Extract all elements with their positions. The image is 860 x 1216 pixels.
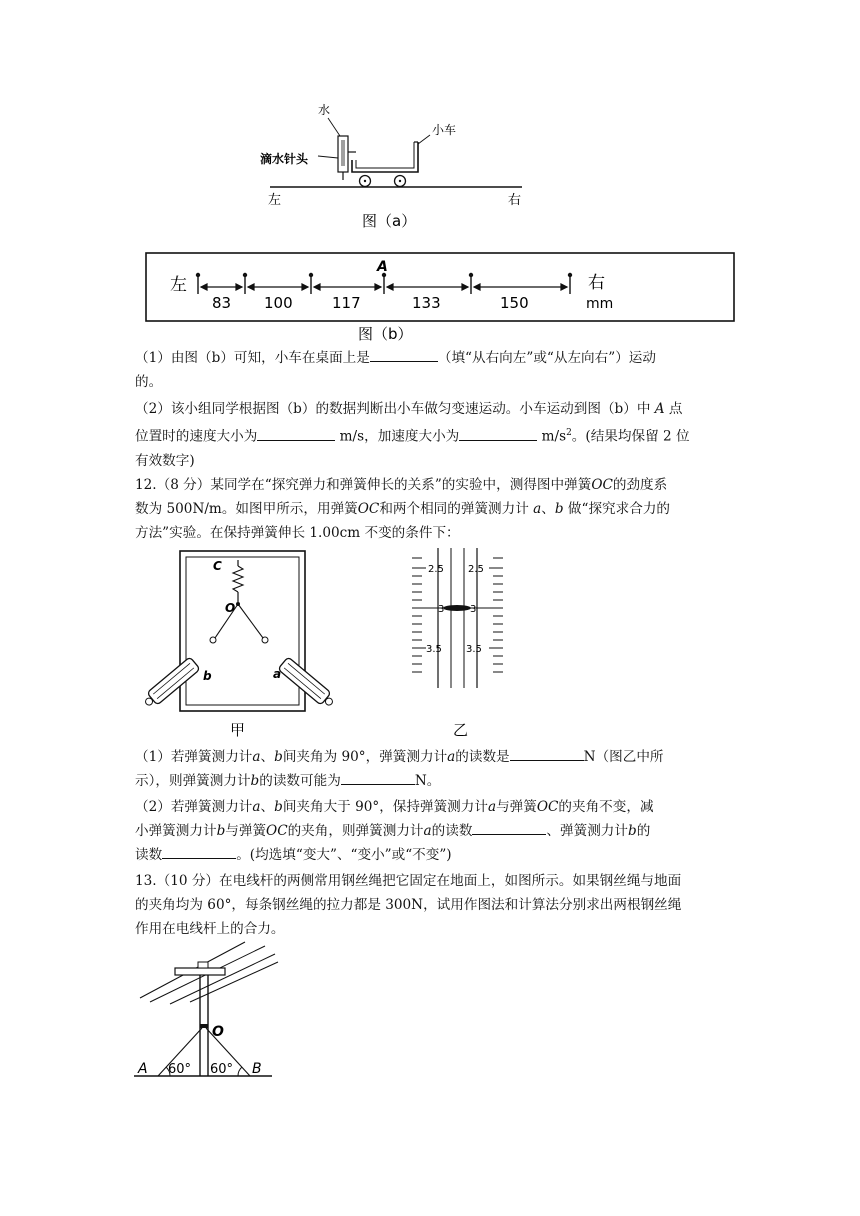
answer-blank[interactable]	[459, 425, 537, 441]
answer-blank[interactable]	[162, 843, 236, 859]
answer-blank[interactable]	[370, 346, 438, 362]
scale-label: 3	[438, 604, 445, 615]
scale-label: 3	[470, 604, 477, 615]
scale-label: 2.5	[468, 564, 484, 575]
label-left-b: 左	[170, 275, 187, 295]
fig-label-O: O	[212, 1024, 224, 1040]
q11-part2: （2）该小组同学根据图（b）的数据判断出小车做匀变速运动。小车运动到图（b）中 A 点 位置时的速度大小为 m/s，加速度大小为 $m/s^2$。(结果均保留 2 位 有效数字)	[135, 401, 690, 469]
scale-label: 2.5	[428, 564, 444, 575]
label-left-a: 左	[268, 193, 282, 208]
figure-a	[260, 100, 540, 235]
fig-label-A: A	[138, 1061, 148, 1077]
answer-blank[interactable]	[510, 745, 584, 761]
fig-label-O: O	[225, 601, 236, 615]
segment-length: 100	[264, 294, 293, 312]
segment-length: 83	[212, 294, 232, 312]
label-right-a: 右	[508, 193, 522, 208]
label-water: 水	[318, 103, 331, 117]
label-needle: 滴水针头	[260, 152, 309, 166]
segment-length: 133	[412, 294, 441, 312]
label-unit: mm	[586, 296, 614, 312]
answer-blank[interactable]	[257, 425, 335, 441]
label-A: A	[377, 259, 388, 275]
q12-part1: （1）若弹簧测力计a、b间夹角为 90°，弹簧测力计a的读数是 N（图乙中所 示），则弹簧测力计b的读数可能为 N。	[135, 745, 735, 793]
segment-length: 150	[500, 294, 529, 312]
q12-part2: （2）若弹簧测力计a、b间夹角大于 90°，保持弹簧测力计a与弹簧OC的夹角不变，减 小弹簧测力计b与弹簧OC的夹角，则弹簧测力计a的读数 、弹簧测力计b的 读数 。(均选填“变大”、“变小”或“不变”)	[135, 799, 654, 863]
figure-pole	[130, 940, 280, 1085]
label-right-b: 右	[588, 273, 605, 293]
figure-b	[140, 250, 740, 346]
segment-length: 117	[332, 294, 361, 312]
angle-label: 60°	[210, 1062, 234, 1077]
answer-blank[interactable]	[341, 769, 415, 785]
caption-yi: 乙	[453, 721, 469, 739]
fig-label-a: a	[273, 667, 282, 681]
fig-label-b: b	[203, 669, 212, 683]
fig-label-B: B	[252, 1061, 262, 1077]
figure-jia	[135, 548, 365, 743]
caption-jia: 甲	[230, 721, 246, 739]
label-car: 小车	[432, 123, 457, 137]
q12-heading: 12.（8 分）某同学在“探究弹力和弹簧伸长的关系”的实验中，测得图中弹簧OC的劲度系 数为 500N/m。如图甲所示，用弹簧OC和两个相同的弹簧测力计 a、b 做“探究求合力的 方法”实验。在保持弹簧伸长 1.00cm 不变的条件下：	[135, 477, 671, 541]
scale-label: 3.5	[466, 644, 482, 655]
scale-label: 3.5	[426, 644, 442, 655]
q13-text: 13.（10 分）在电线杆的两侧常用钢丝绳把它固定在地面上，如图所示。如果钢丝绳与地面 的夹角均为 60°，每条钢丝绳的拉力都是 300N，试用作图法和计算法分别求出两根钢丝绳 作用在电线杆上的合力。	[135, 873, 682, 937]
caption-a: 图（a）	[362, 212, 417, 230]
q11-part1: （1）由图（b）可知，小车在桌面上是 （填“从右向左”或“从左向右”）运动 的。	[135, 346, 735, 394]
figure-yi	[398, 548, 518, 743]
fig-label-C: C	[213, 559, 222, 573]
angle-label: 60°	[168, 1062, 192, 1077]
caption-b: 图（b）	[358, 325, 413, 343]
answer-blank[interactable]	[472, 819, 546, 835]
